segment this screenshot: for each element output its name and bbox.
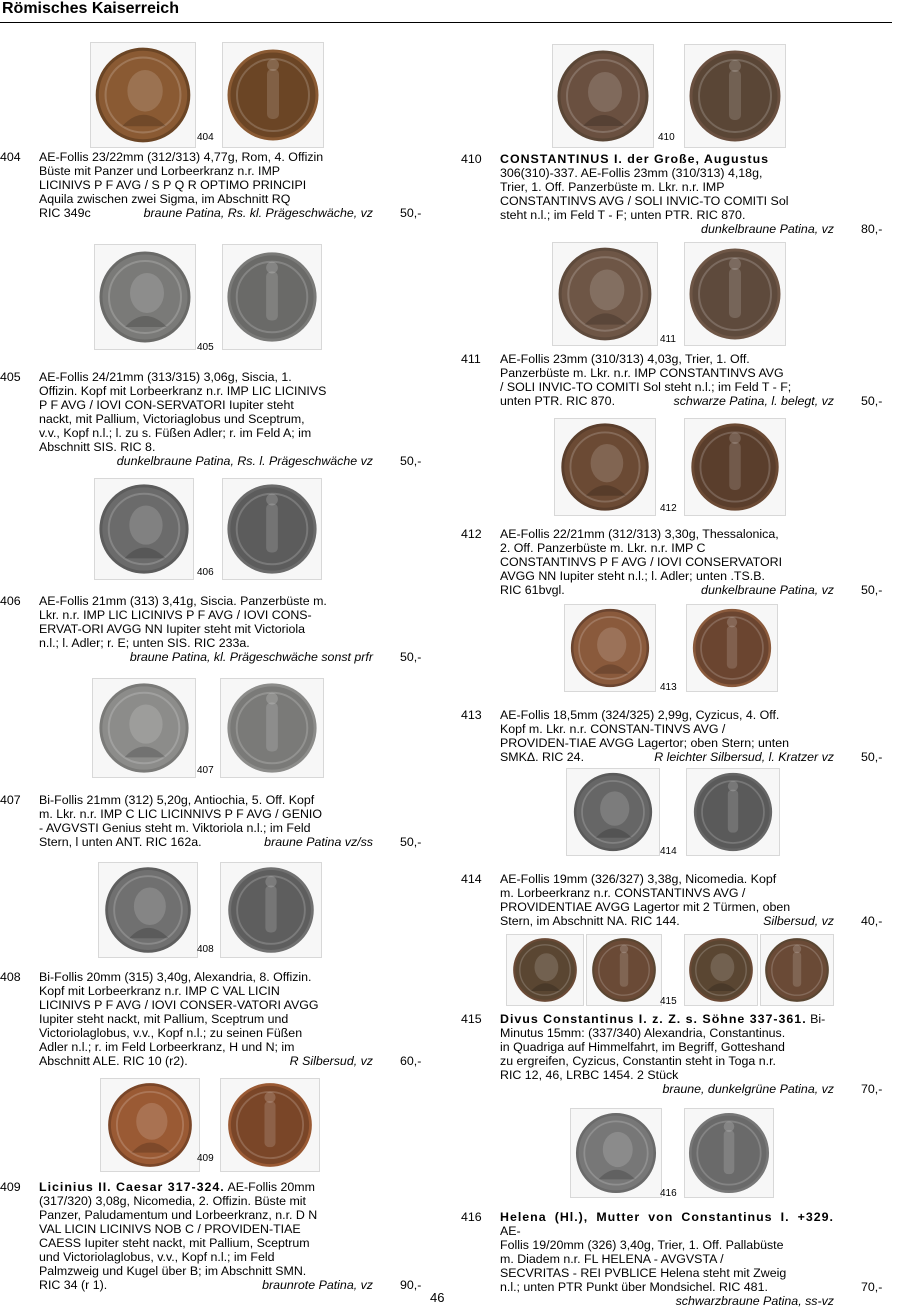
lot-condition-line (39, 1278, 373, 1292)
lot-description (39, 970, 373, 1068)
lot-price: 80,- (861, 222, 883, 236)
lot-condition-line (500, 222, 834, 236)
lot-description (39, 370, 373, 468)
lot-condition: braune Patina vz/ss (264, 835, 373, 849)
lot-condition-line (500, 583, 834, 597)
lot-condition: dunkelbraune Patina, vz (701, 222, 834, 236)
lot-text-line: m. Lorbeerkranz n.r. CONSTANTINVS AVG / (500, 886, 746, 900)
plate-number: 416 (660, 1188, 677, 1199)
coin-image (223, 43, 323, 147)
lot-condition-line (500, 1082, 834, 1096)
lot-condition: schwarze Patina, l. belegt, vz (673, 394, 834, 408)
lot-description (500, 708, 834, 764)
page-number: 46 (430, 1290, 445, 1305)
lot-text-line: CAESS Iupiter steht nackt, mit Pallium, Sceptrum (39, 1236, 310, 1250)
coin-photo-415-reverse (586, 934, 662, 1006)
lot-text-line: m. Lkr. n.r. IMP C LIC LICINNIVS P F AVG / GENIO (39, 807, 322, 821)
lot-text-line: VAL LICIN LICINIVS NOB C / PROVIDEN-TIAE (39, 1222, 301, 1236)
coin-photo-410-obverse (552, 44, 654, 148)
lot-condition-line (39, 454, 373, 468)
lot-description (39, 793, 373, 849)
lot-text-line: in Quadriga auf Himmelfahrt, im Begriff, Gotteshand (500, 1040, 785, 1054)
lot-reference: Stern, im Abschnitt NA. RIC 144. (500, 914, 680, 928)
lot-condition: dunkelbraune Patina, vz (701, 583, 834, 597)
lot-text-line: Bi-Follis 21mm (312) 5,20g, Antiochia, 5. Off. Kopf (39, 793, 315, 807)
plate-number: 406 (197, 567, 214, 578)
lot-description (500, 527, 834, 597)
lot-condition: braune, dunkelgrüne Patina, vz (662, 1082, 834, 1096)
lot-price: 60,- (400, 1054, 422, 1068)
lot-heading-line (500, 152, 834, 166)
lot-text-line: AE-Follis 24/21mm (313/315) 3,06g, Siscia, 1. (39, 370, 292, 384)
lot-number: 405 (0, 370, 21, 384)
lot-text-line: CONSTANTINVS P F AVG / IOVI CONSERVATORI (500, 555, 783, 569)
lot-text-line: Trier, 1. Off. Panzerbüste m. Lkr. n.r. IMP (500, 180, 725, 194)
coin-photo-415-reverse (760, 934, 834, 1006)
lot-text-line: (317/320) 3,08g, Nicomedia, 2. Offizin. Büste mit (39, 1194, 306, 1208)
lot-condition: R leichter Silbersud, l. Kratzer vz (654, 750, 834, 764)
lot-text-line: Palmzweig und Kugel über B; im Abschnitt SMN. (39, 1264, 307, 1278)
lot-text-line: AE-Follis 18,5mm (324/325) 2,99g, Cyzicus, 4. Off. (500, 708, 780, 722)
lot-description (39, 1180, 373, 1292)
coin-photo-413-obverse (564, 604, 656, 692)
lot-description (500, 1210, 834, 1308)
lot-price: 50,- (861, 394, 883, 408)
lot-text-line: steht n.l.; im Feld T - F; unten PTR. RIC 870. (500, 208, 746, 222)
lot-condition-line (500, 750, 834, 764)
lot-number: 410 (461, 152, 482, 166)
lot-condition-line (500, 1294, 834, 1308)
plate-number: 404 (197, 132, 214, 143)
coin-image (685, 935, 757, 1005)
lot-text-line: Bi-Follis 20mm (315) 3,40g, Alexandria, 8. Offizin. (39, 970, 312, 984)
coin-image (685, 45, 785, 147)
coin-image (553, 45, 653, 147)
lot-text-line: ERVAT-ORI AVGG NN Iupiter steht mit Victoriola (39, 622, 306, 636)
coin-photo-404-obverse (90, 42, 196, 148)
lot-reference: RIC 349c (39, 206, 91, 220)
lot-number: 411 (461, 352, 481, 366)
lot-text-line: Abschnitt SIS. RIC 8. (39, 440, 156, 454)
lot-heading-line (39, 1180, 373, 1194)
coin-image (507, 935, 583, 1005)
lot-number: 412 (461, 527, 482, 541)
coin-image (101, 1079, 199, 1171)
lot-text-line: CONSTANTINVS AVG / SOLI INVIC-TO COMITI Sol (500, 194, 789, 208)
lot-number: 409 (0, 1180, 21, 1194)
lot-reference: Stern, l unten ANT. RIC 162a. (39, 835, 202, 849)
coin-image (93, 679, 195, 777)
plate-number: 413 (660, 682, 677, 693)
lot-text-line: n.l.; unten PTR Punkt über Mondsichel. RIC 481. (500, 1280, 768, 1294)
coin-photo-404-reverse (222, 42, 324, 148)
coin-image (221, 1079, 319, 1171)
page-title: Römisches Kaiserreich (2, 0, 179, 17)
plate-number: 410 (658, 132, 675, 143)
coin-photo-405-reverse (222, 244, 322, 350)
plate-number: 408 (197, 944, 214, 955)
plate-number: 405 (197, 342, 214, 353)
coin-image (565, 605, 655, 691)
lot-condition-line (39, 835, 373, 849)
coin-photo-411-reverse (684, 242, 786, 346)
lot-text-line: m. Diadem n.r. FL HELENA - AVGVSTA / (500, 1252, 724, 1266)
lot-number: 408 (0, 970, 21, 984)
plate-number: 409 (197, 1153, 214, 1164)
lot-heading-continuation: AE- (500, 1224, 521, 1238)
lot-price: 50,- (400, 454, 422, 468)
lot-description (500, 1012, 834, 1096)
coin-image (761, 935, 833, 1005)
lot-text-line: PROVIDENTIAE AVGG Lagertor mit 2 Türmen, oben (500, 900, 791, 914)
lot-text-line: Minutus 15mm: (337/340) Alexandria, Constantinus. (500, 1026, 786, 1040)
lot-heading: Licinius II. Caesar 317-324. (39, 1180, 225, 1194)
lot-heading-line (500, 1012, 834, 1026)
coin-image (687, 605, 777, 691)
coin-image (685, 243, 785, 345)
lot-condition-line (39, 206, 373, 220)
coin-image (587, 935, 661, 1005)
coin-photo-409-obverse (100, 1078, 200, 1172)
header-divider (0, 22, 892, 23)
lot-text-line: Panzerbüste m. Lkr. n.r. IMP CONSTANTINVS AVG (500, 366, 784, 380)
lot-description (39, 150, 373, 220)
coin-image (553, 243, 657, 345)
lot-condition: braune Patina, kl. Prägeschwäche sonst prfr (129, 650, 373, 664)
lot-text-line: Lkr. n.r. IMP LIC LICINIVS P F AVG / IOVI CONS- (39, 608, 312, 622)
lot-text-line: 2. Off. Panzerbüste m. Lkr. n.r. IMP C (500, 541, 706, 555)
coin-photo-407-reverse (220, 678, 324, 778)
lot-number: 414 (461, 872, 482, 886)
plate-number: 411 (660, 334, 676, 345)
coin-image (221, 863, 321, 957)
lot-price: 70,- (861, 1082, 883, 1096)
coin-photo-407-obverse (92, 678, 196, 778)
plate-number: 412 (660, 503, 677, 514)
lot-condition: R Silbersud, vz (289, 1054, 373, 1068)
lot-number: 416 (461, 1210, 482, 1224)
coin-image (685, 419, 785, 515)
lot-description (39, 594, 373, 664)
coin-photo-410-reverse (684, 44, 786, 148)
coin-photo-415-obverse (506, 934, 584, 1006)
coin-photo-405-obverse (94, 244, 196, 350)
coin-photo-406-reverse (222, 478, 322, 580)
lot-text-line: SECVRITAS - REI PVBLICE Helena steht mit Zweig (500, 1266, 787, 1280)
coin-photo-416-obverse (570, 1108, 662, 1198)
coin-photo-412-reverse (684, 418, 786, 516)
lot-condition: schwarzbraune Patina, ss-vz (675, 1294, 834, 1308)
coin-photo-408-reverse (220, 862, 322, 958)
lot-text-line: zu ergreifen, Cyzicus, Constantin steht in Toga n.r. (500, 1054, 776, 1068)
lot-text-line: Adler n.l.; r. im Feld Lorbeerkranz, H und N; im (39, 1040, 295, 1054)
lot-reference: Abschnitt ALE. RIC 10 (r2). (39, 1054, 188, 1068)
lot-condition-line (500, 914, 834, 928)
lot-text-line: Büste mit Panzer und Lorbeerkranz n.r. IMP (39, 164, 281, 178)
lot-description (500, 872, 834, 928)
lot-reference: SMKΔ. RIC 24. (500, 750, 585, 764)
lot-price: 50,- (400, 650, 422, 664)
lot-text-line: - AVGVSTI Genius steht m. Viktoriola n.l.; im Feld (39, 821, 311, 835)
lot-text-line: Iupiter steht nackt, mit Pallium, Sceptrum und (39, 1012, 289, 1026)
coin-photo-413-reverse (686, 604, 778, 692)
lot-text-line: RIC 12, 46, LRBC 1454. 2 Stück (500, 1068, 679, 1082)
lot-description (500, 152, 834, 236)
lot-price: 50,- (861, 583, 883, 597)
coin-image (91, 43, 195, 147)
lot-text-line: LICINIVS P F AVG / S P Q R OPTIMO PRINCIPI (39, 178, 307, 192)
lot-text-line: AE-Follis 19mm (326/327) 3,38g, Nicomedia. Kopf (500, 872, 777, 886)
lot-heading: Divus Constantinus I. z. Z. s. Söhne 337-361. (500, 1012, 807, 1026)
lot-reference: RIC 61bvgl. (500, 583, 565, 597)
coin-image (685, 1109, 773, 1197)
lot-text-line: Victoriolaglobus, v.v., Kopf n.l.; zu seinen Füßen (39, 1026, 303, 1040)
plate-number: 414 (660, 846, 677, 857)
lot-number: 415 (461, 1012, 482, 1026)
lot-condition-line (39, 650, 373, 664)
coin-photo-414-reverse (686, 768, 780, 856)
lot-condition-line (39, 1054, 373, 1068)
lot-condition: braune Patina, Rs. kl. Prägeschwäche, vz (143, 206, 373, 220)
lot-text-line: Follis 19/20mm (326) 3,40g, Trier, 1. Off. Pallabüste (500, 1238, 784, 1252)
lot-condition: dunkelbraune Patina, Rs. l. Prägeschwäche vz (116, 454, 373, 468)
lot-number: 406 (0, 594, 21, 608)
coin-image (95, 479, 193, 579)
lot-text-line: Kopf mit Lorbeerkranz n.r. IMP C VAL LICIN (39, 984, 280, 998)
lot-text-line: Panzer, Paludamentum und Lorbeerkranz, n.r. D N (39, 1208, 318, 1222)
lot-price: 50,- (861, 750, 883, 764)
lot-description (500, 352, 834, 408)
lot-number: 413 (461, 708, 482, 722)
lot-text-line: / SOLI INVIC-TO COMITI Sol steht n.l.; im Feld T - F; (500, 380, 792, 394)
coin-image (223, 479, 321, 579)
lot-text-line: AE-Follis 23/22mm (312/313) 4,77g, Rom, 4. Offizin (39, 150, 324, 164)
coin-photo-408-obverse (98, 862, 198, 958)
lot-number: 407 (0, 793, 21, 807)
lot-text-line: n.l.; l. Adler; r. E; unten SIS. RIC 233a. (39, 636, 250, 650)
coin-photo-415-obverse (684, 934, 758, 1006)
lot-text-line: AE-Follis 21mm (313) 3,41g, Siscia. Panzerbüste m. (39, 594, 327, 608)
coin-photo-416-reverse (684, 1108, 774, 1198)
coin-photo-412-obverse (554, 418, 656, 516)
coin-photo-411-obverse (552, 242, 658, 346)
lot-text-line: nackt, mit Pallium, Victoriaglobus und Sceptrum, (39, 412, 305, 426)
lot-text-line: Offizin. Kopf mit Lorbeerkranz n.r. IMP LIC LICINIVS (39, 384, 327, 398)
lot-text-line: Kopf m. Lkr. n.r. CONSTAN-TINVS AVG / (500, 722, 726, 736)
lot-text-line: und Victoriolaglobus, v.v., Kopf n.l.; im Feld (39, 1250, 275, 1264)
coin-image (95, 245, 195, 349)
coin-image (223, 245, 321, 349)
lot-text-line: v.v., Kopf n.l.; l. zu s. Füßen Adler; r. im Feld A; im (39, 426, 312, 440)
lot-heading: Helena (Hl.), Mutter von Constantinus I. +329. (500, 1210, 834, 1224)
lot-condition: Silbersud, vz (763, 914, 834, 928)
coin-image (567, 769, 659, 855)
lot-text-line: AE-Follis 23mm (310/313) 4,03g, Trier, 1. Off. (500, 352, 750, 366)
lot-price: 50,- (400, 206, 422, 220)
coin-photo-406-obverse (94, 478, 194, 580)
lot-number: 404 (0, 150, 21, 164)
lot-text-line: Aquila zwischen zwei Sigma, im Abschnitt RQ (39, 192, 291, 206)
lot-text-line: AE-Follis 22/21mm (312/313) 3,30g, Thessalonica, (500, 527, 779, 541)
coin-image (571, 1109, 661, 1197)
lot-condition: braunrote Patina, vz (262, 1278, 373, 1292)
lot-text-line: 306(310)-337. AE-Follis 23mm (310/313) 4,18g, (500, 166, 763, 180)
lot-reference: RIC 34 (r 1). (39, 1278, 108, 1292)
coin-photo-409-reverse (220, 1078, 320, 1172)
lot-heading-continuation: AE-Follis 20mm (227, 1180, 315, 1194)
lot-text-line: P F AVG / IOVI CON-SERVATORI Iupiter steht (39, 398, 294, 412)
coin-image (687, 769, 779, 855)
lot-price: 90,- (400, 1278, 422, 1292)
lot-text-line: PROVIDEN-TIAE AVGG Lagertor; oben Stern; unten (500, 736, 790, 750)
coin-image (99, 863, 197, 957)
lot-heading: CONSTANTINUS I. der Große, Augustus (500, 152, 770, 166)
lot-text-line: LICINIVS P F AVG / IOVI CONSER-VATORI AVGG (39, 998, 319, 1012)
plate-number: 407 (197, 765, 214, 776)
lot-heading-continuation: Bi- (810, 1012, 826, 1026)
lot-reference: unten PTR. RIC 870. (500, 394, 616, 408)
lot-condition-line (500, 394, 834, 408)
lot-heading-line (500, 1210, 834, 1238)
lot-price: 40,- (861, 914, 883, 928)
coin-image (555, 419, 655, 515)
coin-image (221, 679, 323, 777)
plate-number: 415 (660, 996, 677, 1007)
lot-price: 50,- (400, 835, 422, 849)
coin-photo-414-obverse (566, 768, 660, 856)
lot-price: 70,- (861, 1280, 883, 1294)
lot-text-line: AVGG NN Iupiter steht n.l.; l. Adler; unten .TS.B. (500, 569, 765, 583)
